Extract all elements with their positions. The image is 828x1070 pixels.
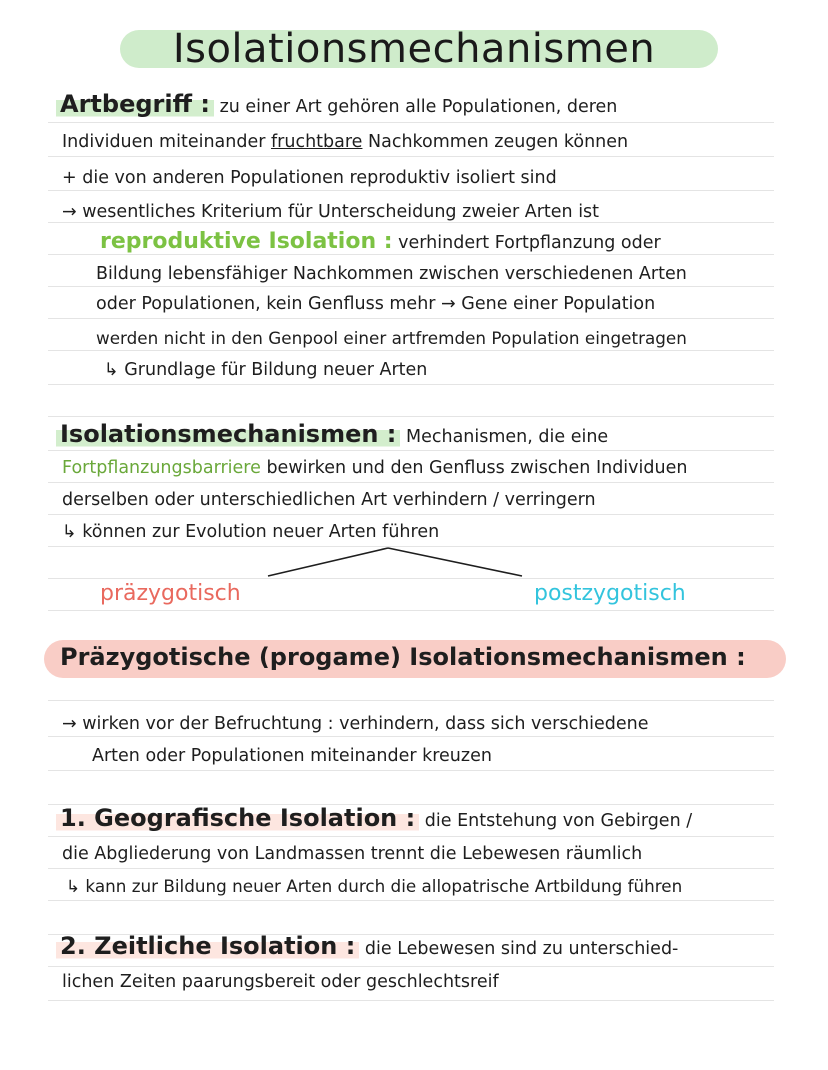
iso-term: Isolationsmechanismen : — [56, 420, 400, 448]
page-title: Isolationsmechanismen — [172, 26, 656, 72]
zeit-line-1 — [56, 934, 678, 961]
branch-line-right — [388, 548, 522, 576]
branch-line-left — [268, 548, 388, 576]
geo-line-2: die Abgliederung von Landmassen trennt die Lebewesen räumlich — [62, 844, 643, 864]
artbegriff-line-4: → wesentliches Kriterium für Unterscheidung zweier Arten ist — [62, 202, 600, 222]
reproduktive-isolation-term: reproduktive Isolation : — [100, 229, 393, 254]
iso-text-1: Mechanismen, die eine — [405, 427, 609, 447]
iso-line-3: derselben oder unterschiedlichen Art verhindern / verringern — [62, 490, 596, 510]
fortpflanzungsbarriere-term: Fortpflanzungsbarriere — [62, 458, 261, 478]
artbegriff-line-7: oder Populationen, kein Genfluss mehr → Gene einer Population — [96, 294, 656, 314]
artbegriff-line-9: ↳ Grundlage für Bildung neuer Arten — [104, 360, 428, 380]
artbegriff-line-6: Bildung lebensfähiger Nachkommen zwischen verschiedenen Arten — [96, 264, 687, 284]
geo-line-1 — [56, 806, 692, 833]
artbegriff-line-8: werden nicht in den Genpool einer artfremden Population eingetragen — [96, 328, 687, 348]
artbegriff-term: Artbegriff : — [56, 90, 214, 118]
zeit-line-2: lichen Zeiten paarungsbereit oder geschlechtsreif — [62, 972, 499, 992]
artbegriff-line-3: + die von anderen Populationen reproduktiv isoliert sind — [62, 168, 557, 188]
praezygotisch-line-1: → wirken vor der Befruchtung : verhindern, dass sich verschiedene — [62, 714, 649, 734]
zeit-term: 2. Zeitliche Isolation : — [56, 932, 359, 960]
iso-text-2b: bewirken und den Genfluss zwischen Individuen — [260, 458, 688, 478]
zeit-text-1: die Lebewesen sind zu unterschied- — [364, 939, 679, 959]
artbegriff-text-2c: Nachkommen zeugen können — [362, 132, 629, 152]
reproduktive-text: verhindert Fortpflanzung oder — [398, 233, 661, 253]
branch-label-postzygotisch: postzygotisch — [534, 581, 686, 606]
praezygotisch-line-2: Arten oder Populationen miteinander kreuzen — [92, 746, 492, 766]
artbegriff-text-2a: Individuen miteinander — [62, 132, 272, 152]
artbegriff-text-1: zu einer Art gehören alle Populationen, deren — [219, 97, 618, 117]
praezygotisch-heading: Präzygotische (progame) Isolationsmechanismen : — [60, 643, 746, 671]
branch-label-praezygotisch: präzygotisch — [100, 581, 241, 606]
geo-text-1: die Entstehung von Gebirgen / — [424, 811, 693, 831]
iso-line-4: ↳ können zur Evolution neuer Arten führen — [62, 522, 440, 542]
geo-term: 1. Geografische Isolation : — [56, 804, 419, 832]
geo-line-3: ↳ kann zur Bildung neuer Arten durch die allopatrische Artbildung führen — [66, 876, 683, 896]
fruchtbare-underlined: fruchtbare — [271, 132, 363, 152]
